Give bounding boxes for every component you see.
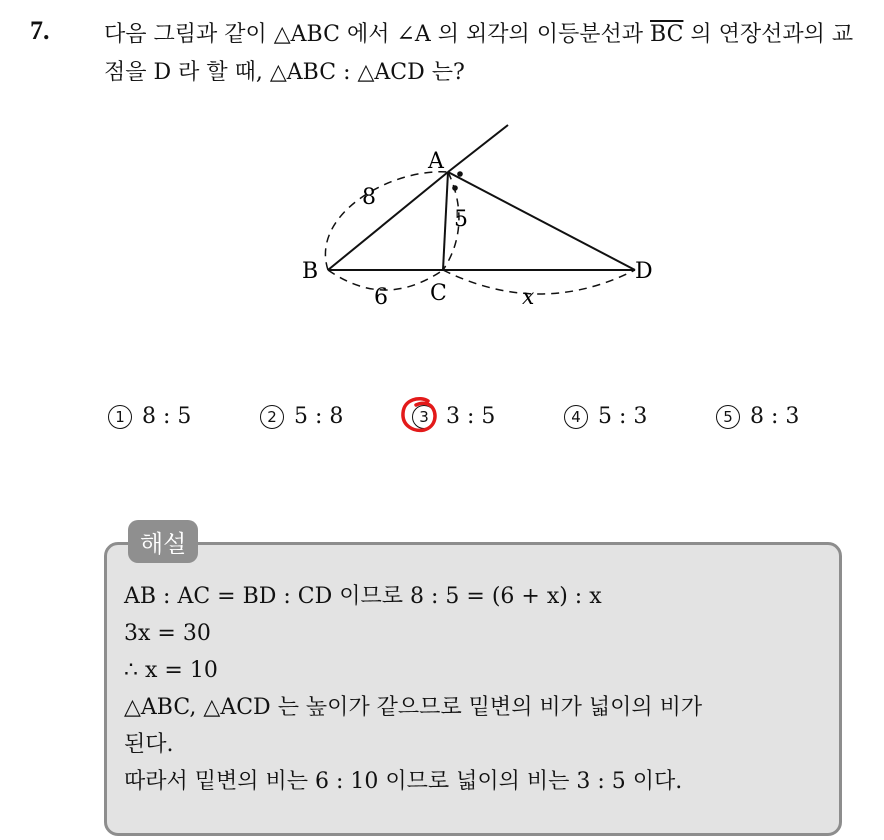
side-ab [328, 172, 448, 270]
choice-5[interactable] [716, 404, 799, 429]
answer-choices [108, 404, 828, 438]
choice-2-number: 2 [260, 405, 284, 429]
choice-2[interactable] [260, 404, 343, 429]
label-ab-length: 8 [362, 185, 376, 210]
triangle-figure [290, 120, 690, 320]
choice-1-number: 1 [108, 405, 132, 429]
question-text-part2: 의 연장선과의 교점을 D 라 할 때, △ABC : △ACD 는? [104, 22, 854, 85]
choice-3-number: 3 [412, 405, 436, 429]
question-number: 7. [30, 16, 50, 45]
label-cd-length: x [522, 285, 535, 310]
question-text [104, 16, 874, 92]
choice-5-number: 5 [716, 405, 740, 429]
choice-1[interactable] [108, 404, 191, 429]
choice-1-text: 8 : 5 [142, 404, 192, 429]
label-b: B [302, 259, 319, 284]
solution-line-6: 따라서 밑변의 비는 6 : 10 이므로 넓이의 비는 3 : 5 이다. [124, 769, 683, 794]
solution-line-4: △ABC, △ACD 는 높이가 같으므로 밑변의 비가 넓이의 비가 [124, 695, 703, 720]
side-ad [448, 172, 635, 270]
choice-2-text: 5 : 8 [294, 404, 344, 429]
choice-4[interactable] [564, 404, 647, 429]
solution-line-3: ∴ x = 10 [124, 658, 218, 683]
segment-bc: $\overline{BC}$ [650, 22, 684, 47]
solution-text [124, 578, 834, 800]
choice-5-text: 8 : 3 [750, 404, 800, 429]
angle-mark-upper [457, 171, 463, 177]
choice-3[interactable] [412, 404, 495, 429]
solution-line-1: AB : AC = BD : CD 이므로 8 : 5 = (6 + x) : x [124, 584, 602, 609]
label-d: D [635, 259, 653, 284]
arc-cd [443, 270, 635, 294]
exterior-ray [448, 125, 508, 172]
label-c: C [430, 281, 447, 306]
label-a: A [428, 149, 444, 174]
solution-line-2: 3x = 30 [124, 621, 211, 646]
choice-3-text: 3 : 5 [446, 404, 496, 429]
angle-mark-lower [452, 185, 458, 191]
choice-4-number: 4 [564, 405, 588, 429]
label-bc-length: 6 [374, 285, 388, 310]
solution-line-5: 된다. [124, 732, 174, 757]
side-ac [443, 172, 448, 270]
label-ac-length: 5 [454, 207, 468, 232]
question-text-part1: 다음 그림과 같이 △ABC 에서 ∠A 의 외각의 이등분선과 [104, 22, 651, 47]
solution-tab: 해설 [128, 520, 198, 563]
choice-4-text: 5 : 3 [598, 404, 648, 429]
